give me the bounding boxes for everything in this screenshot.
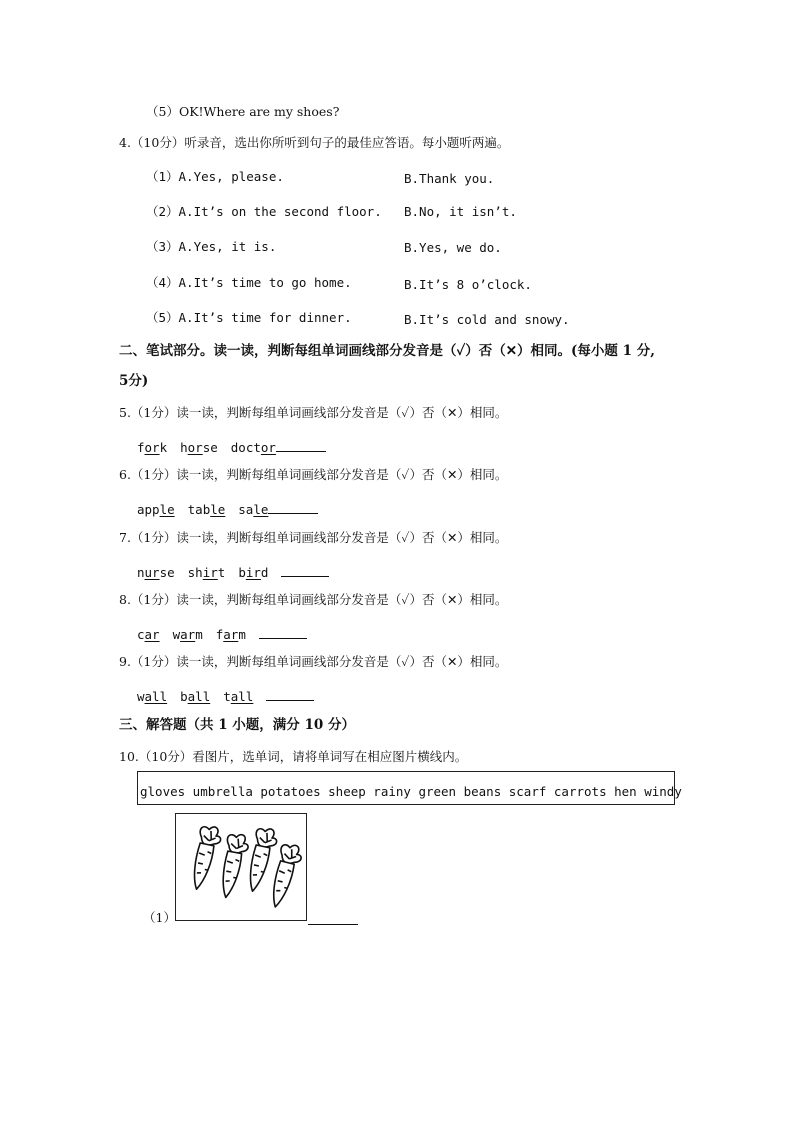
q7-words <box>137 564 329 581</box>
q4-option-3a: （3）A.Yes, it is. <box>146 239 277 254</box>
carrots-picture-icon <box>175 813 307 921</box>
q6-prompt: 6.（1分）读一读，判断每组单词画线部分发音是（✓）否（✕）相同。 <box>119 467 508 482</box>
carrot-4 <box>267 842 304 910</box>
q4-option-3b: B.Yes, we do. <box>404 240 502 255</box>
q10-item-1-answer-blank[interactable] <box>308 924 358 925</box>
q7-word-3: bird <box>238 565 269 580</box>
section-3-title: 三、解答题（共 1 小题，满分 10 分） <box>119 717 355 733</box>
q10-item-1-label: （1） <box>143 910 176 925</box>
q4-option-4a: （4）A.It’s time to go home. <box>146 275 352 290</box>
q4-option-5b: B.It’s cold and snowy. <box>404 312 570 327</box>
q5-prompt: 5.（1分）读一读，判断每组单词画线部分发音是（✓）否（✕）相同。 <box>119 405 508 420</box>
section-2-title: 二、笔试部分。读一读，判断每组单词画线部分发音是（✓）否（✕）相同。(每小题 1 分, <box>119 343 655 359</box>
q8-word-3: farm <box>215 627 246 642</box>
section-2-title-cont: 5分) <box>119 373 149 389</box>
q9-word-3: tall <box>223 689 254 704</box>
q7-word-2: shirt <box>187 565 226 580</box>
q4-option-2b: B.No, it isn’t. <box>404 204 517 219</box>
carrot-3 <box>244 826 279 894</box>
q5-word-1: fork <box>137 440 168 455</box>
q6-word-2: table <box>187 502 226 517</box>
q5-word-2: horse <box>180 440 218 455</box>
carrot-1 <box>188 824 223 892</box>
q3-item-5: （5）OK!Where are my shoes? <box>146 104 340 119</box>
word-bank-text: gloves umbrella potatoes sheep rainy green beans scarf carrots hen windy <box>140 784 682 799</box>
q7-answer-blank[interactable] <box>281 564 329 577</box>
q8-answer-blank[interactable] <box>259 626 307 639</box>
q4-option-5a: （5）A.It’s time for dinner. <box>146 310 352 325</box>
q6-word-1: apple <box>137 502 175 517</box>
q4-option-2a: （2）A.It’s on the second floor. <box>146 204 382 219</box>
q7-word-1: nurse <box>137 565 175 580</box>
q5-word-3: doctor <box>230 440 276 455</box>
q6-answer-blank[interactable] <box>268 501 318 514</box>
q8-word-1: car <box>137 627 160 642</box>
q9-word-1: wall <box>137 689 168 704</box>
q4-option-1a: （1）A.Yes, please. <box>146 169 284 184</box>
q6-word-3: sale <box>238 502 269 517</box>
word-bank-box <box>137 771 682 805</box>
q9-answer-blank[interactable] <box>266 688 314 701</box>
q9-prompt: 9.（1分）读一读，判断每组单词画线部分发音是（✓）否（✕）相同。 <box>119 654 508 669</box>
carrots-illustration <box>176 814 306 920</box>
q5-words <box>137 439 326 456</box>
q6-words <box>137 501 318 518</box>
q8-word-2: warm <box>172 627 203 642</box>
q4-option-4b: B.It’s 8 o’clock. <box>404 277 532 292</box>
q7-prompt: 7.（1分）读一读，判断每组单词画线部分发音是（✓）否（✕）相同。 <box>119 530 508 545</box>
q8-prompt: 8.（1分）读一读，判断每组单词画线部分发音是（✓）否（✕）相同。 <box>119 592 508 607</box>
q9-words <box>137 688 314 705</box>
q5-answer-blank[interactable] <box>276 439 326 452</box>
q9-word-2: ball <box>180 689 211 704</box>
q4-option-1b: B.Thank you. <box>404 171 495 186</box>
q10-prompt: 10.（10分）看图片，选单词，请将单词写在相应图片横线内。 <box>119 749 468 764</box>
q4-title: 4.（10分）听录音，选出你所听到句子的最佳应答语。每小题听两遍。 <box>119 135 510 150</box>
carrot-2 <box>217 832 250 899</box>
q8-words <box>137 626 307 643</box>
